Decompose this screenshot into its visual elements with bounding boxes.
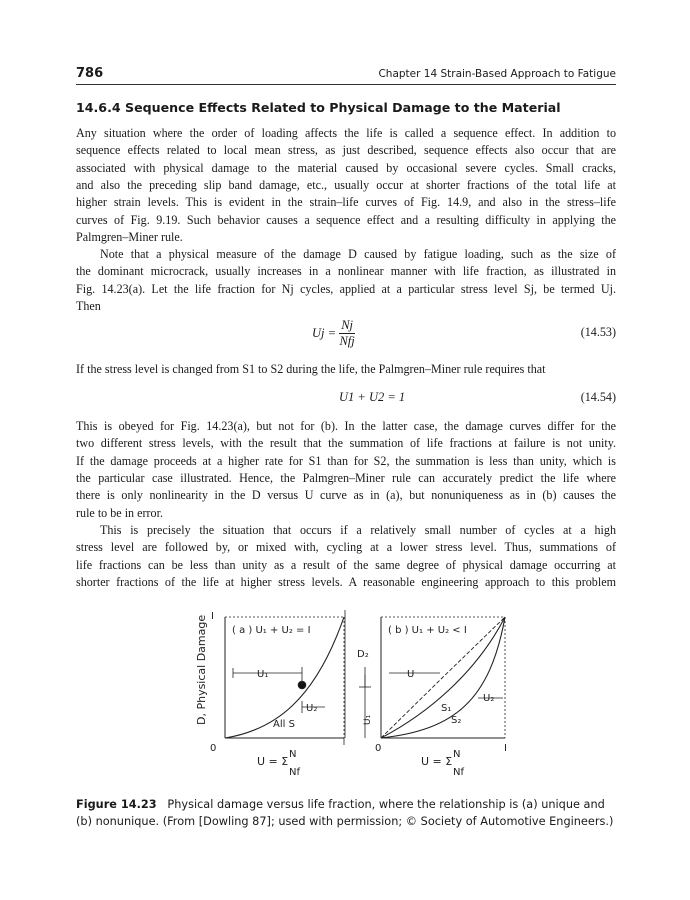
- chapter-title: Chapter 14 Strain-Based Approach to Fatigue: [378, 68, 616, 80]
- figure-14-23: [185, 605, 525, 790]
- para1-line: Palmgren–Miner rule.: [76, 230, 183, 245]
- equation-14-54: U1 + U2 = 1: [339, 390, 406, 404]
- para5-line: stress level are followed by, or mixed with, cycling at a lower stress level. Thus, summations of: [76, 540, 616, 555]
- para1-line: curves of Fig. 9.19. Such behavior causes a sequence effect and a resulting difficulty in applying the: [76, 212, 616, 227]
- para2-line: Note that a physical measure of the damage D caused by fatigue loading, such as the size of: [100, 247, 616, 261]
- panel-a-title: ( a ) U₁ + U₂ = I: [232, 625, 311, 636]
- section-heading: 14.6.4 Sequence Effects Related to Physical Damage to the Material: [76, 100, 561, 115]
- para4-line: rule to be in error.: [76, 505, 163, 520]
- paragraph-1: [76, 125, 616, 246]
- para5-line: shorter fractions of the life at higher stress levels. A reasonable engineering approach to this problem: [76, 575, 616, 590]
- caption-label: Figure 14.23: [76, 798, 157, 811]
- para5-line: This is precisely the situation that occurs if a relatively small number of cycles at a high: [100, 523, 616, 537]
- para1-line: Any situation where the order of loading affects the life is called a sequence effect. In addition to: [76, 126, 616, 140]
- eq1-denominator: Nfj: [339, 334, 355, 348]
- panel-b-u2-label: U₂: [483, 693, 495, 704]
- page-number: 786: [76, 66, 104, 81]
- para2-line: Fig. 14.23(a). Let the life fraction for Nj cycles, applied at a particular stress level Sj, be termed Uj.: [76, 281, 616, 296]
- eq1-numerator: Nj: [341, 318, 353, 332]
- panel-b-s1-label: S₁: [441, 703, 452, 714]
- para2-line: Then: [76, 299, 101, 314]
- para4-line: two different stress levels, with the result that the summation of life fractions at failure is not unity.: [76, 436, 616, 451]
- panel-a-one-label: I: [211, 611, 214, 622]
- panel-b-one-label: I: [504, 743, 507, 754]
- paragraph-2: [76, 246, 616, 315]
- y-axis-label: D, Physical Damage: [195, 614, 208, 725]
- running-header: [76, 66, 616, 84]
- para1-line: higher strain levels. This is evident in the strain–life curves of Fig. 14.9, and also in the stress–life: [76, 195, 616, 210]
- panel-b-x-label-u: U = Σ: [421, 755, 453, 768]
- para3-line: If the stress level is changed from S1 to S2 during the life, the Palmgren–Miner rule requires that: [76, 362, 546, 376]
- para5-line: life fractions can be less than unity as a result of the same degree of physical damage occurring at: [76, 557, 616, 572]
- panel-b-title: ( b ) U₁ + U₂ < I: [388, 625, 467, 636]
- paragraph-5: [76, 522, 616, 591]
- panel-a-x-label-n: N: [289, 749, 297, 760]
- para1-line: associated with physical damage to the material caused by occasional severe cycles. Small cracks,: [76, 160, 616, 175]
- header-rule: [76, 84, 616, 85]
- panel-a-x-label-u: U = Σ: [257, 755, 289, 768]
- equation-14-53: [312, 318, 355, 349]
- caption-text: Physical damage versus life fraction, where the relationship is (a) unique and (b) nonunique. (From [Dowling 87]; used with permission; © Society of Automotive Engineers.): [76, 798, 614, 828]
- para4-line: This is obeyed for Fig. 14.23(a), but not for (b). In the latter case, the damage curves differ for the: [76, 419, 616, 433]
- para1-line: and also the preceding slip band damage, etc., usually occur at shorter fractions of the total life at: [76, 178, 616, 193]
- panel-b-s2-label: S₂: [451, 715, 462, 726]
- panel-a-all-s-label: All S: [273, 719, 295, 730]
- panel-b-x-label-n: N: [453, 749, 461, 760]
- panel-b-x-label-nf: Nf: [453, 767, 465, 778]
- para4-line: If the damage proceeds at a higher rate for S1 than for S2, the summation is less than unity, which is: [76, 453, 616, 468]
- para2-line: the dominant microcrack, usually increases in a nonlinear manner with life fraction, as illustrated in: [76, 264, 616, 279]
- para4-line: there is only nonlinearity in the D versus U curve as in (a), but nonuniqueness as in (b) causes the: [76, 488, 616, 503]
- paragraph-4: [76, 418, 616, 522]
- panel-b-u1-vertical-label: U₁: [363, 714, 373, 725]
- panel-b-d2-label: D₂: [357, 649, 369, 660]
- panel-b-origin-label: 0: [375, 743, 382, 754]
- equation-number: (14.54): [580, 390, 616, 404]
- para4-line: the particular case illustrated. Hence, the Palmgren–Miner rule can accurately predict the life where: [76, 471, 616, 486]
- panel-a-u2-label: U₂: [306, 703, 318, 714]
- panel-a-u1-label: U₁: [257, 669, 269, 680]
- eq1-fraction: [339, 318, 355, 349]
- eq1-lhs: Uj =: [312, 326, 337, 340]
- figure-caption: [76, 796, 621, 830]
- panel-a-x-label-nf: Nf: [289, 767, 301, 778]
- panel-a-origin-label: 0: [210, 743, 217, 754]
- paragraph-3: [76, 361, 616, 378]
- equation-number: (14.53): [580, 325, 616, 339]
- panel-b-u-label: U: [407, 669, 415, 680]
- para1-line: sequence effects related to local mean stress, as just described, sequence effects also occur that are: [76, 143, 616, 158]
